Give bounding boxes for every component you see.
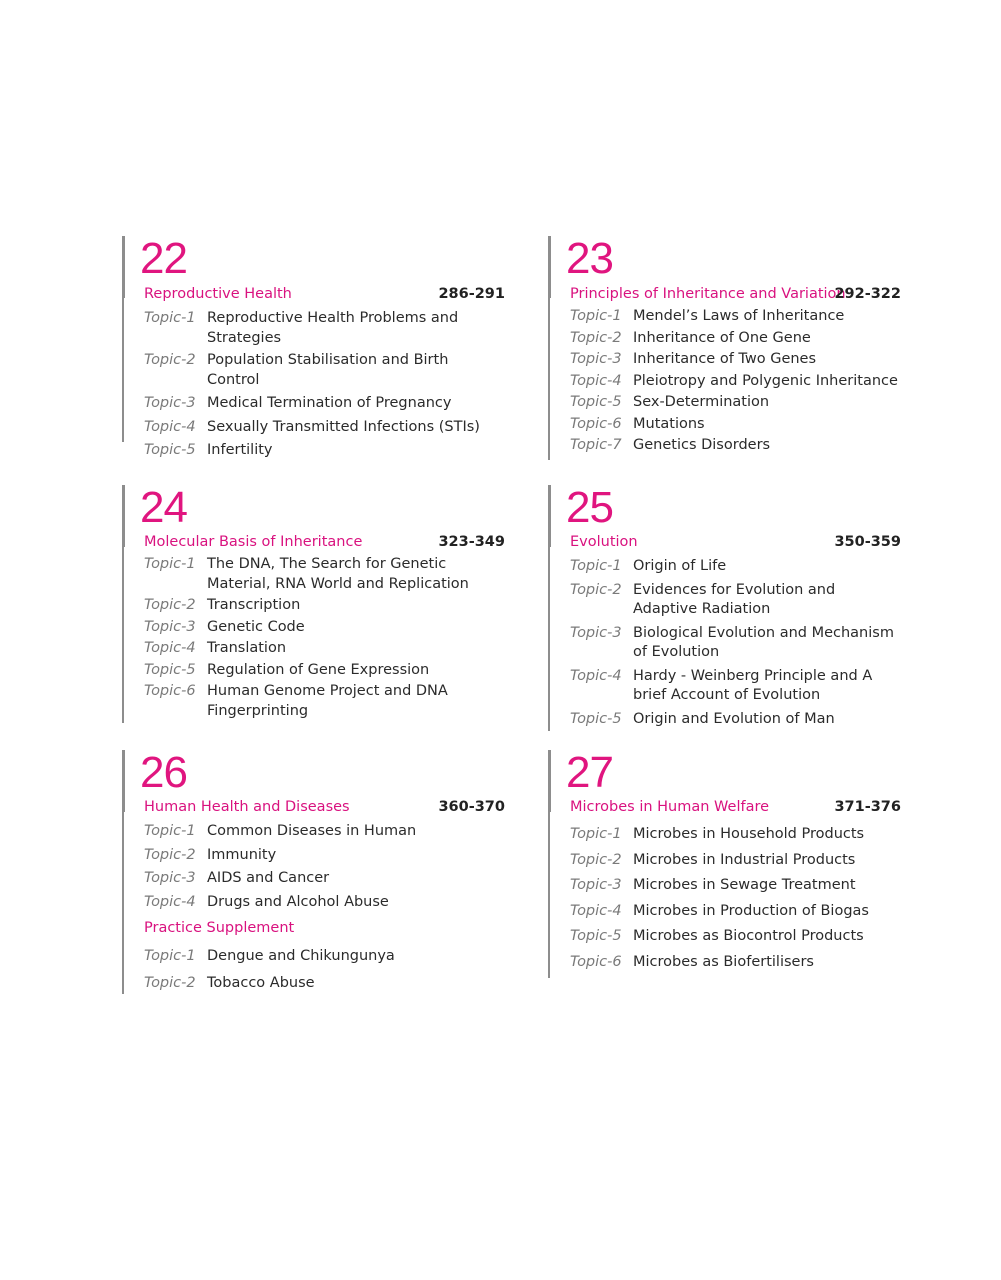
page-range: 292-322 — [834, 286, 901, 302]
topic-text: Dengue and Chikungunya — [207, 948, 395, 964]
topic-text: Common Diseases in Human — [207, 823, 417, 839]
chapter-title[interactable]: Principles of Inheritance and Variation — [570, 286, 846, 302]
topic-label: Topic-2 — [570, 581, 622, 598]
topic-label: Topic-3 — [570, 624, 622, 641]
topic-label: Topic-4 — [144, 893, 196, 910]
page-range: 371-376 — [834, 799, 901, 815]
topic-label: Topic-1 — [144, 310, 196, 326]
topic-text: Mendel’s Laws of Inheritance — [633, 308, 845, 324]
topic-text: Microbes in Industrial Products — [633, 851, 856, 868]
topic-label: Topic-6 — [570, 415, 622, 432]
topic-item[interactable] — [144, 309, 504, 348]
topic-item[interactable] — [570, 953, 910, 973]
topic-label: Topic-4 — [144, 640, 196, 656]
topic-item[interactable] — [570, 372, 900, 392]
page-range: 286-291 — [438, 286, 505, 302]
topic-text: Drugs and Alcohol Abuse — [207, 893, 389, 910]
topic-label: Topic-1 — [144, 948, 196, 964]
topic-item[interactable] — [570, 825, 910, 845]
topic-text: Evidences for Evolution and Adaptive Radiation — [633, 581, 836, 617]
topic-text: Human Genome Project and DNA Fingerprinting — [207, 683, 448, 719]
topic-text: Pleiotropy and Polygenic Inheritance — [633, 372, 898, 389]
topic-item[interactable] — [570, 415, 900, 435]
topic-text: The DNA, The Search for Genetic Material, RNA World and Replication — [207, 556, 469, 592]
topic-label: Topic-4 — [570, 372, 622, 389]
topic-item[interactable] — [144, 639, 504, 659]
supplement-topic-list — [144, 947, 504, 993]
topic-item[interactable] — [144, 947, 504, 967]
topic-label: Topic-3 — [144, 395, 196, 411]
topic-item[interactable] — [144, 682, 504, 721]
topic-label: Topic-6 — [570, 953, 622, 970]
topic-item[interactable] — [570, 307, 900, 327]
topic-text: Inheritance of One Gene — [633, 329, 811, 346]
topic-text: Microbes as Biofertilisers — [633, 953, 814, 970]
topic-text: Tobacco Abuse — [207, 974, 315, 991]
topic-text: Immunity — [207, 846, 277, 863]
topic-text: Genetics Disorders — [633, 437, 771, 453]
topic-item[interactable] — [144, 846, 504, 866]
topic-label: Topic-2 — [144, 352, 196, 368]
topic-item[interactable] — [144, 394, 504, 414]
chapter-number: 27 — [566, 748, 613, 797]
topic-item[interactable] — [570, 557, 910, 577]
topic-label: Topic-1 — [144, 556, 196, 572]
topic-text: Sex-Determination — [633, 394, 770, 410]
topic-text: Hardy - Weinberg Principle and A brief Account of Evolution — [633, 667, 873, 703]
chapter-divider — [548, 750, 550, 978]
topic-label: Topic-2 — [570, 851, 622, 868]
topic-item[interactable] — [570, 329, 900, 349]
chapter-title[interactable]: Microbes in Human Welfare — [570, 799, 770, 815]
topic-text: Microbes in Sewage Treatment — [633, 877, 856, 893]
page-range: 323-349 — [438, 534, 505, 550]
topic-text: Genetic Code — [207, 618, 305, 635]
topic-text: Translation — [207, 640, 287, 656]
topic-label: Topic-5 — [570, 710, 622, 727]
topic-label: Topic-5 — [144, 661, 196, 678]
topic-item[interactable] — [570, 927, 910, 947]
topic-text: Transcription — [207, 597, 301, 613]
topic-label: Topic-3 — [570, 877, 622, 893]
topic-label: Topic-3 — [144, 618, 196, 635]
topic-item[interactable] — [144, 555, 504, 594]
topic-item[interactable] — [144, 351, 504, 390]
topic-text: Population Stabilisation and Birth Control — [207, 352, 449, 388]
topic-item[interactable] — [570, 876, 910, 896]
topic-list — [570, 825, 910, 972]
topic-text: Infertility — [207, 442, 273, 458]
topic-item[interactable] — [570, 667, 910, 706]
chapter-title[interactable]: Human Health and Diseases — [144, 799, 350, 815]
chapter-divider — [122, 236, 124, 442]
chapter-divider — [548, 485, 550, 731]
topic-text: Mutations — [633, 415, 705, 432]
topic-item[interactable] — [570, 624, 910, 663]
topic-label: Topic-1 — [570, 308, 622, 324]
topic-label: Topic-2 — [144, 597, 196, 613]
topic-list — [144, 555, 504, 721]
topic-label: Topic-5 — [570, 928, 622, 944]
topic-label: Topic-1 — [570, 558, 622, 574]
chapter-divider — [122, 485, 124, 723]
topic-label: Topic-4 — [570, 667, 622, 684]
topic-item[interactable] — [144, 618, 504, 638]
topic-list — [144, 309, 504, 461]
topic-text: Origin and Evolution of Man — [633, 710, 835, 727]
topic-item[interactable] — [144, 441, 504, 461]
topic-item[interactable] — [144, 974, 504, 994]
chapter-number: 23 — [566, 234, 613, 283]
topic-item[interactable] — [144, 418, 504, 438]
topic-item[interactable] — [570, 436, 900, 456]
topic-text: Inheritance of Two Genes — [633, 351, 817, 367]
topic-text: Regulation of Gene Expression — [207, 661, 430, 678]
topic-label: Topic-2 — [144, 974, 196, 991]
topic-label: Topic-7 — [570, 437, 622, 453]
topic-list — [144, 822, 504, 912]
topic-label: Topic-3 — [570, 351, 622, 367]
chapter-divider — [548, 236, 550, 460]
topic-text: Microbes in Production of Biogas — [633, 902, 869, 919]
topic-text: Reproductive Health Problems and Strategies — [207, 310, 459, 346]
chapter-number: 25 — [566, 483, 613, 532]
chapter-divider — [122, 750, 124, 994]
chapter-number: 24 — [140, 483, 187, 532]
topic-text: Biological Evolution and Mechanism of Evolution — [633, 624, 894, 660]
chapter-number: 22 — [140, 234, 187, 283]
topic-item[interactable] — [570, 710, 910, 730]
topic-label: Topic-4 — [570, 902, 622, 919]
page-range: 360-370 — [438, 799, 505, 815]
topic-label: Topic-1 — [144, 823, 196, 839]
topic-label: Topic-5 — [144, 442, 196, 458]
topic-label: Topic-5 — [570, 394, 622, 410]
topic-text: Microbes as Biocontrol Products — [633, 928, 864, 944]
topic-text: Medical Termination of Pregnancy — [207, 395, 452, 411]
topic-label: Topic-3 — [144, 870, 196, 886]
topic-item[interactable] — [144, 822, 504, 842]
practice-supplement-title[interactable]: Practice Supplement — [144, 920, 295, 936]
chapter-title[interactable]: Evolution — [570, 534, 638, 550]
topic-item[interactable] — [144, 596, 504, 616]
topic-text: Microbes in Household Products — [633, 826, 865, 842]
topic-item[interactable] — [570, 902, 910, 922]
topic-item[interactable] — [144, 893, 504, 913]
topic-label: Topic-2 — [144, 846, 196, 863]
topic-label: Topic-1 — [570, 826, 622, 842]
topic-label: Topic-4 — [144, 418, 196, 435]
topic-item[interactable] — [570, 393, 900, 413]
chapter-title[interactable]: Reproductive Health — [144, 286, 292, 302]
topic-label: Topic-2 — [570, 329, 622, 346]
topic-text: AIDS and Cancer — [207, 870, 330, 886]
topic-list — [570, 307, 900, 456]
topic-item[interactable] — [570, 581, 910, 620]
chapter-title[interactable]: Molecular Basis of Inheritance — [144, 534, 363, 550]
topic-item[interactable] — [144, 869, 504, 889]
topic-item[interactable] — [144, 661, 504, 681]
topic-label: Topic-6 — [144, 683, 196, 699]
page-range: 350-359 — [834, 534, 901, 550]
chapter-number: 26 — [140, 748, 187, 797]
topic-text: Origin of Life — [633, 558, 727, 574]
topic-item[interactable] — [570, 350, 900, 370]
topic-text: Sexually Transmitted Infections (STIs) — [207, 418, 480, 435]
topic-item[interactable] — [570, 851, 910, 871]
topic-list — [570, 557, 910, 729]
